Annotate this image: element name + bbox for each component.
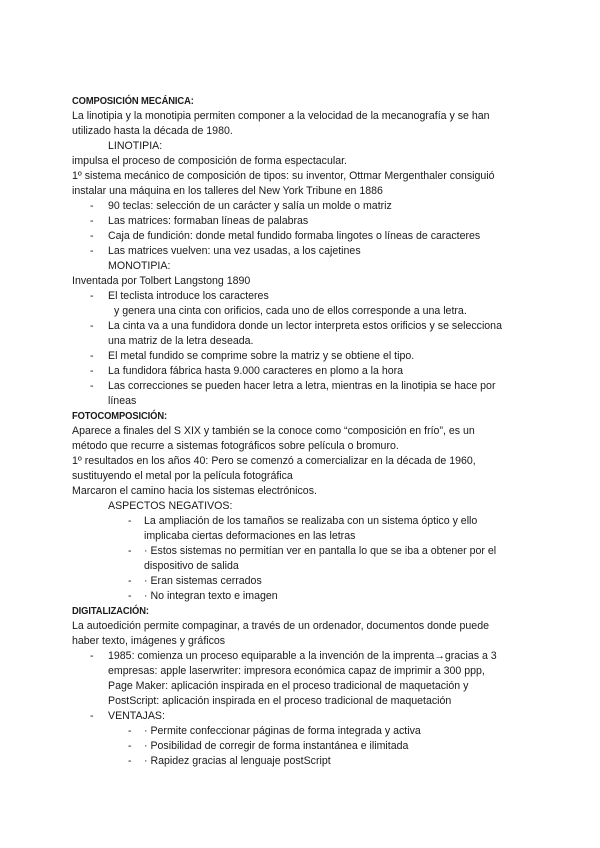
list-item: - · Posibilidad de corregir de forma instantánea e ilimitada [72,739,532,754]
paragraph-line: haber texto, imágenes y gráficos [72,635,226,647]
list-item-continuation: empresas: apple laserwriter: impresora económica capaz de imprimir a 300 ppp, [108,665,485,677]
list-item-continuation: una matriz de la letra deseada. [108,335,254,347]
paragraph-line: 1º resultados en los años 40: Pero se comenzó a comercializar en la década de 1960, [72,455,476,467]
paragraph-line: utilizado hasta la década de 1980. [72,125,233,137]
list-item: - La cinta va a una fundidora donde un lector interpreta estos orificios y se selecciona [72,319,532,334]
list-item: - 1985: comienza un proceso equiparable a la invención de la imprenta→gracias a 3 [72,649,532,664]
list-item: - El teclista introduce los caracteres [72,289,532,304]
paragraph-line: 1º sistema mecánico de composición de tipos: su inventor, Ottmar Mergenthaler consiguió [72,170,495,182]
list-item: - · Eran sistemas cerrados [72,574,532,589]
list-item-continuation: líneas [108,395,137,407]
list-item: - · No integran texto e imagen [72,589,532,604]
subheading-monotipia: MONOTIPIA: [108,260,171,272]
list-item: - · Permite confeccionar páginas de forma integrada y activa [72,724,532,739]
subheading-linotipia: LINOTIPIA: [108,140,163,152]
paragraph-line: Inventada por Tolbert Langstong 1890 [72,275,251,287]
heading-composicion-mecanica: COMPOSICIÓN MECÁNICA: [72,96,194,107]
heading-fotocomposicion: FOTOCOMPOSICIÓN: [72,411,168,422]
heading-digitalizacion: DIGITALIZACIÓN: [72,606,149,617]
list-item: - 90 teclas: selección de un carácter y salía un molde o matriz [72,199,532,214]
list-item: - Caja de fundición: donde metal fundido formaba lingotes o líneas de caracteres [72,229,532,244]
list-item-continuation: PostScript: aplicación inspirada en el proceso tradicional de maquetación [108,695,452,707]
list-item-continuation: implicaba ciertas deformaciones en las letras [144,530,356,542]
list-item: - La fundidora fábrica hasta 9.000 caracteres en plomo a la hora [72,364,532,379]
paragraph-line: método que recurre a sistemas fotográficos sobre película o bromuro. [72,440,399,452]
list-item: - · Rapidez gracias al lenguaje postScript [72,754,532,769]
paragraph-line: La autoedición permite compaginar, a través de un ordenador, documentos donde puede [72,620,489,632]
list-item: - Las matrices vuelven: una vez usadas, a los cajetines [72,244,532,259]
list-item: - Las correcciones se pueden hacer letra a letra, mientras en la linotipia se hace por [72,379,532,394]
document-page [72,94,532,769]
paragraph-line: Marcaron el camino hacia los sistemas electrónicos. [72,485,317,497]
list-item: - VENTAJAS: [72,709,532,724]
list-item-continuation: Page Maker: aplicación inspirada en el proceso tradicional de maquetación y [108,680,469,692]
paragraph-line: sustituyendo el metal por la película fotográfica [72,470,293,482]
list-item: - La ampliación de los tamaños se realizaba con un sistema óptico y ello [72,514,532,529]
list-item-continuation: y genera una cinta con orificios, cada uno de ellos corresponde a una letra. [114,305,467,317]
paragraph-line: instalar una máquina en los talleres del New York Tribune en 1886 [72,185,383,197]
list-item: - El metal fundido se comprime sobre la matriz y se obtiene el tipo. [72,349,532,364]
list-item: - · Estos sistemas no permitían ver en pantalla lo que se iba a obtener por el [72,544,532,559]
paragraph-line: impulsa el proceso de composición de forma espectacular. [72,155,347,167]
paragraph-line: La linotipia y la monotipia permiten componer a la velocidad de la mecanografía y se han [72,110,490,122]
paragraph-line: Aparece a finales del S XIX y también se la conoce como “composición en frío”, es un [72,425,475,437]
subheading-aspectos-negativos: ASPECTOS NEGATIVOS: [108,500,233,512]
list-item: - Las matrices: formaban líneas de palabras [72,214,532,229]
list-item-continuation: dispositivo de salida [144,560,239,572]
